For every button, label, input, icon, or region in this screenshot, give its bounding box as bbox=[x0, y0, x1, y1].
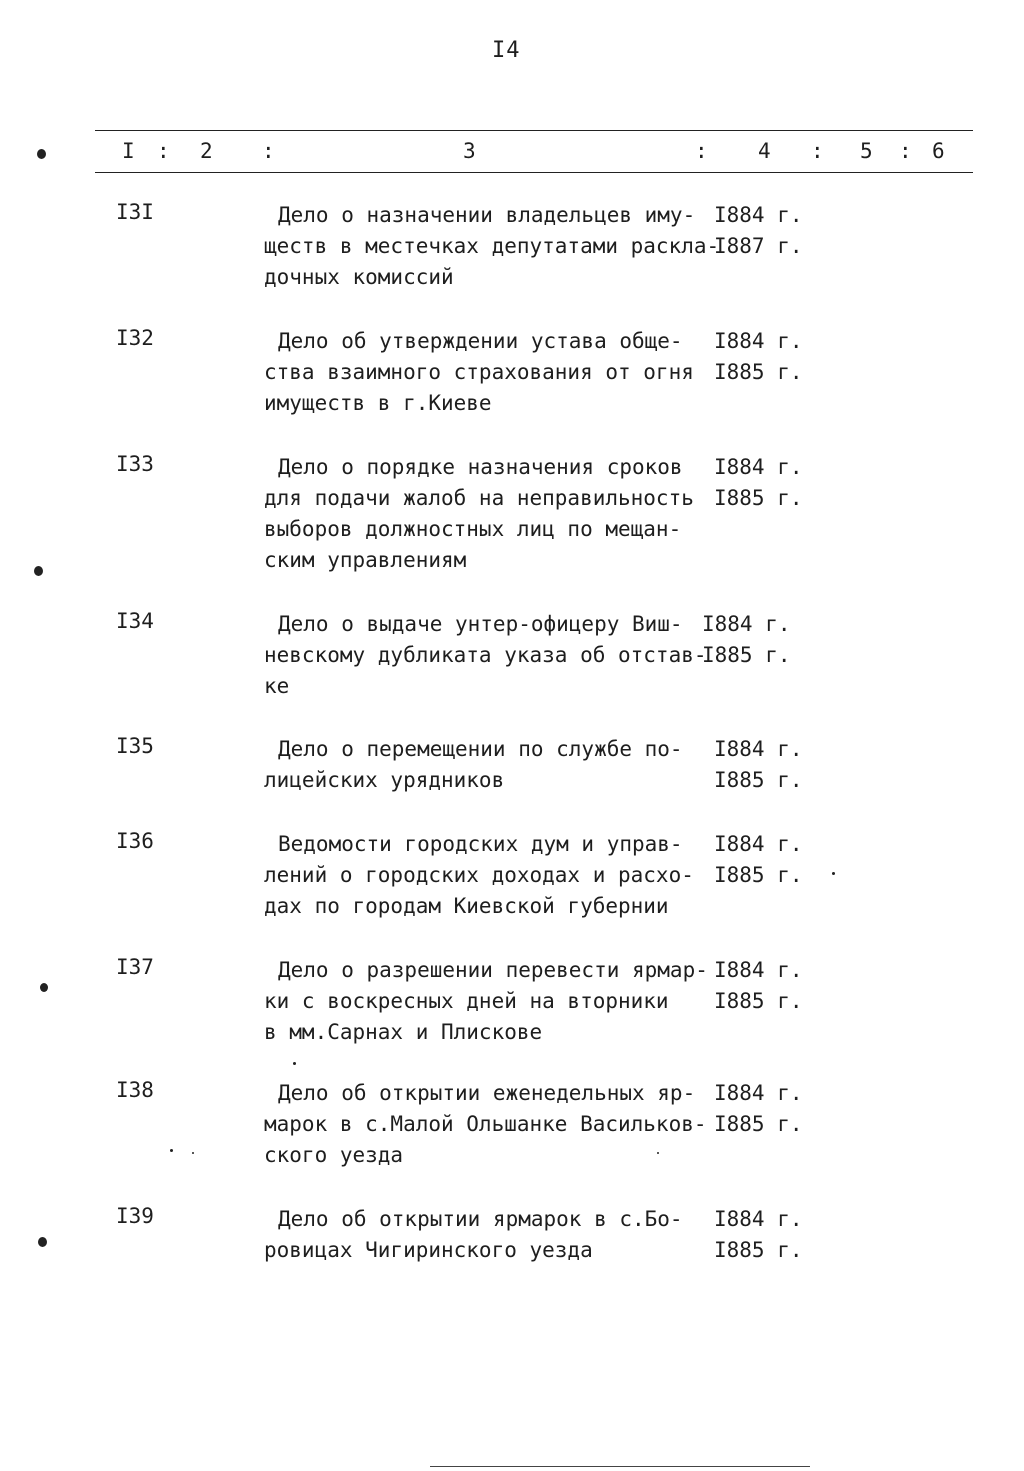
entry-year-end: I885 г. bbox=[714, 1238, 803, 1262]
speck bbox=[293, 1062, 296, 1065]
entry-year-start: I884 г. bbox=[702, 612, 791, 636]
entry-title-line: выборов должностных лиц по мещан- bbox=[264, 517, 682, 541]
entry-year-end: I885 г. bbox=[714, 1112, 803, 1136]
entry-title-line: дочных комиссий bbox=[264, 265, 454, 289]
entry-title-line: Дело об утверждении устава обще- bbox=[278, 329, 683, 353]
entry-year-start: I884 г. bbox=[714, 832, 803, 856]
entry-title-line: для подачи жалоб на неправильность bbox=[264, 486, 694, 510]
entry-year-end: I885 г. bbox=[702, 643, 791, 667]
header-rule-bottom bbox=[95, 172, 973, 173]
header-rule-top bbox=[95, 130, 973, 131]
header-col-6: 6 bbox=[932, 139, 945, 163]
entry-number: I36 bbox=[116, 829, 154, 853]
entry-year-end: I885 г. bbox=[714, 768, 803, 792]
entry-number: I39 bbox=[116, 1204, 154, 1228]
entry-year-start: I884 г. bbox=[714, 737, 803, 761]
entry-number: I33 bbox=[116, 452, 154, 476]
entry-year-start: I884 г. bbox=[714, 958, 803, 982]
entry-title-line: Ведомости городских дум и управ- bbox=[278, 832, 683, 856]
entry-title-line: лицейских урядников bbox=[264, 768, 505, 792]
entry-title-line: ровицах Чигиринского уезда bbox=[264, 1238, 593, 1262]
speck bbox=[192, 1152, 194, 1154]
speck bbox=[832, 872, 835, 875]
entry-title-line: Дело о порядке назначения сроков bbox=[278, 455, 683, 479]
entry-title-line: Дело об открытии еженедельных яр- bbox=[278, 1081, 696, 1105]
entry-title-line: ским управлениям bbox=[264, 548, 467, 572]
entry-number: I34 bbox=[116, 609, 154, 633]
entry-year-start: I884 г. bbox=[714, 203, 803, 227]
entry-title-line: лений о городских доходах и расхо- bbox=[264, 863, 694, 887]
entry-title-line: ства взаимного страхования от огня bbox=[264, 360, 694, 384]
speck bbox=[170, 1149, 173, 1152]
entry-number: I37 bbox=[116, 955, 154, 979]
header-col-5: 5 bbox=[860, 139, 873, 163]
entry-title-line: Дело об открытии ярмарок в с.Бо- bbox=[278, 1207, 683, 1231]
entry-title-line: имуществ в г.Киеве bbox=[264, 391, 492, 415]
entry-year-start: I884 г. bbox=[714, 1081, 803, 1105]
page-number: I4 bbox=[492, 38, 521, 63]
entry-year-start: I884 г. bbox=[714, 1207, 803, 1231]
entry-title-line: ке bbox=[264, 674, 290, 698]
entry-year-end: I885 г. bbox=[714, 360, 803, 384]
header-separator: : bbox=[811, 139, 824, 163]
entry-year-end: I885 г. bbox=[714, 989, 803, 1013]
entry-title-line: Дело о перемещении по службе по- bbox=[278, 737, 683, 761]
header-col-3: 3 bbox=[463, 139, 476, 163]
entry-number: I3I bbox=[116, 200, 154, 224]
header-separator: : bbox=[157, 139, 170, 163]
punch-hole-mark bbox=[34, 566, 43, 576]
speck bbox=[657, 1152, 659, 1154]
punch-hole-mark bbox=[38, 1237, 47, 1247]
entry-title-line: ществ в местечках депутатами раскла- bbox=[264, 234, 720, 258]
header-separator: : bbox=[262, 139, 275, 163]
entry-title-line: ки с воскресных дней на вторники bbox=[264, 989, 669, 1013]
entry-year-end: I885 г. bbox=[714, 486, 803, 510]
entry-title-line: Дело о выдаче унтер-офицеру Виш- bbox=[278, 612, 683, 636]
entry-year-start: I884 г. bbox=[714, 455, 803, 479]
bottom-edge-line bbox=[430, 1466, 810, 1467]
header-col-2: 2 bbox=[200, 139, 213, 163]
entry-title-line: дах по городам Киевской губернии bbox=[264, 894, 669, 918]
entry-number: I35 bbox=[116, 734, 154, 758]
entry-number: I38 bbox=[116, 1078, 154, 1102]
punch-hole-mark bbox=[40, 983, 48, 992]
entry-year-start: I884 г. bbox=[714, 329, 803, 353]
header-col-1: I bbox=[122, 139, 135, 163]
entry-year-end: I887 г. bbox=[714, 234, 803, 258]
header-col-4: 4 bbox=[758, 139, 771, 163]
entry-title-line: ского уезда bbox=[264, 1143, 404, 1167]
entry-title-line: марок в с.Малой Ольшанке Васильков- bbox=[264, 1112, 707, 1136]
punch-hole-mark bbox=[37, 149, 46, 159]
header-separator: : bbox=[899, 139, 912, 163]
entry-title-line: в мм.Сарнах и Плискове bbox=[264, 1020, 543, 1044]
header-separator: : bbox=[695, 139, 708, 163]
entry-number: I32 bbox=[116, 326, 154, 350]
entry-title-line: Дело о разрешении перевести ярмар- bbox=[278, 958, 708, 982]
entry-title-line: невскому дубликата указа об отстав- bbox=[264, 643, 707, 667]
entry-title-line: Дело о назначении владельцев иму- bbox=[278, 203, 696, 227]
entry-year-end: I885 г. bbox=[714, 863, 803, 887]
